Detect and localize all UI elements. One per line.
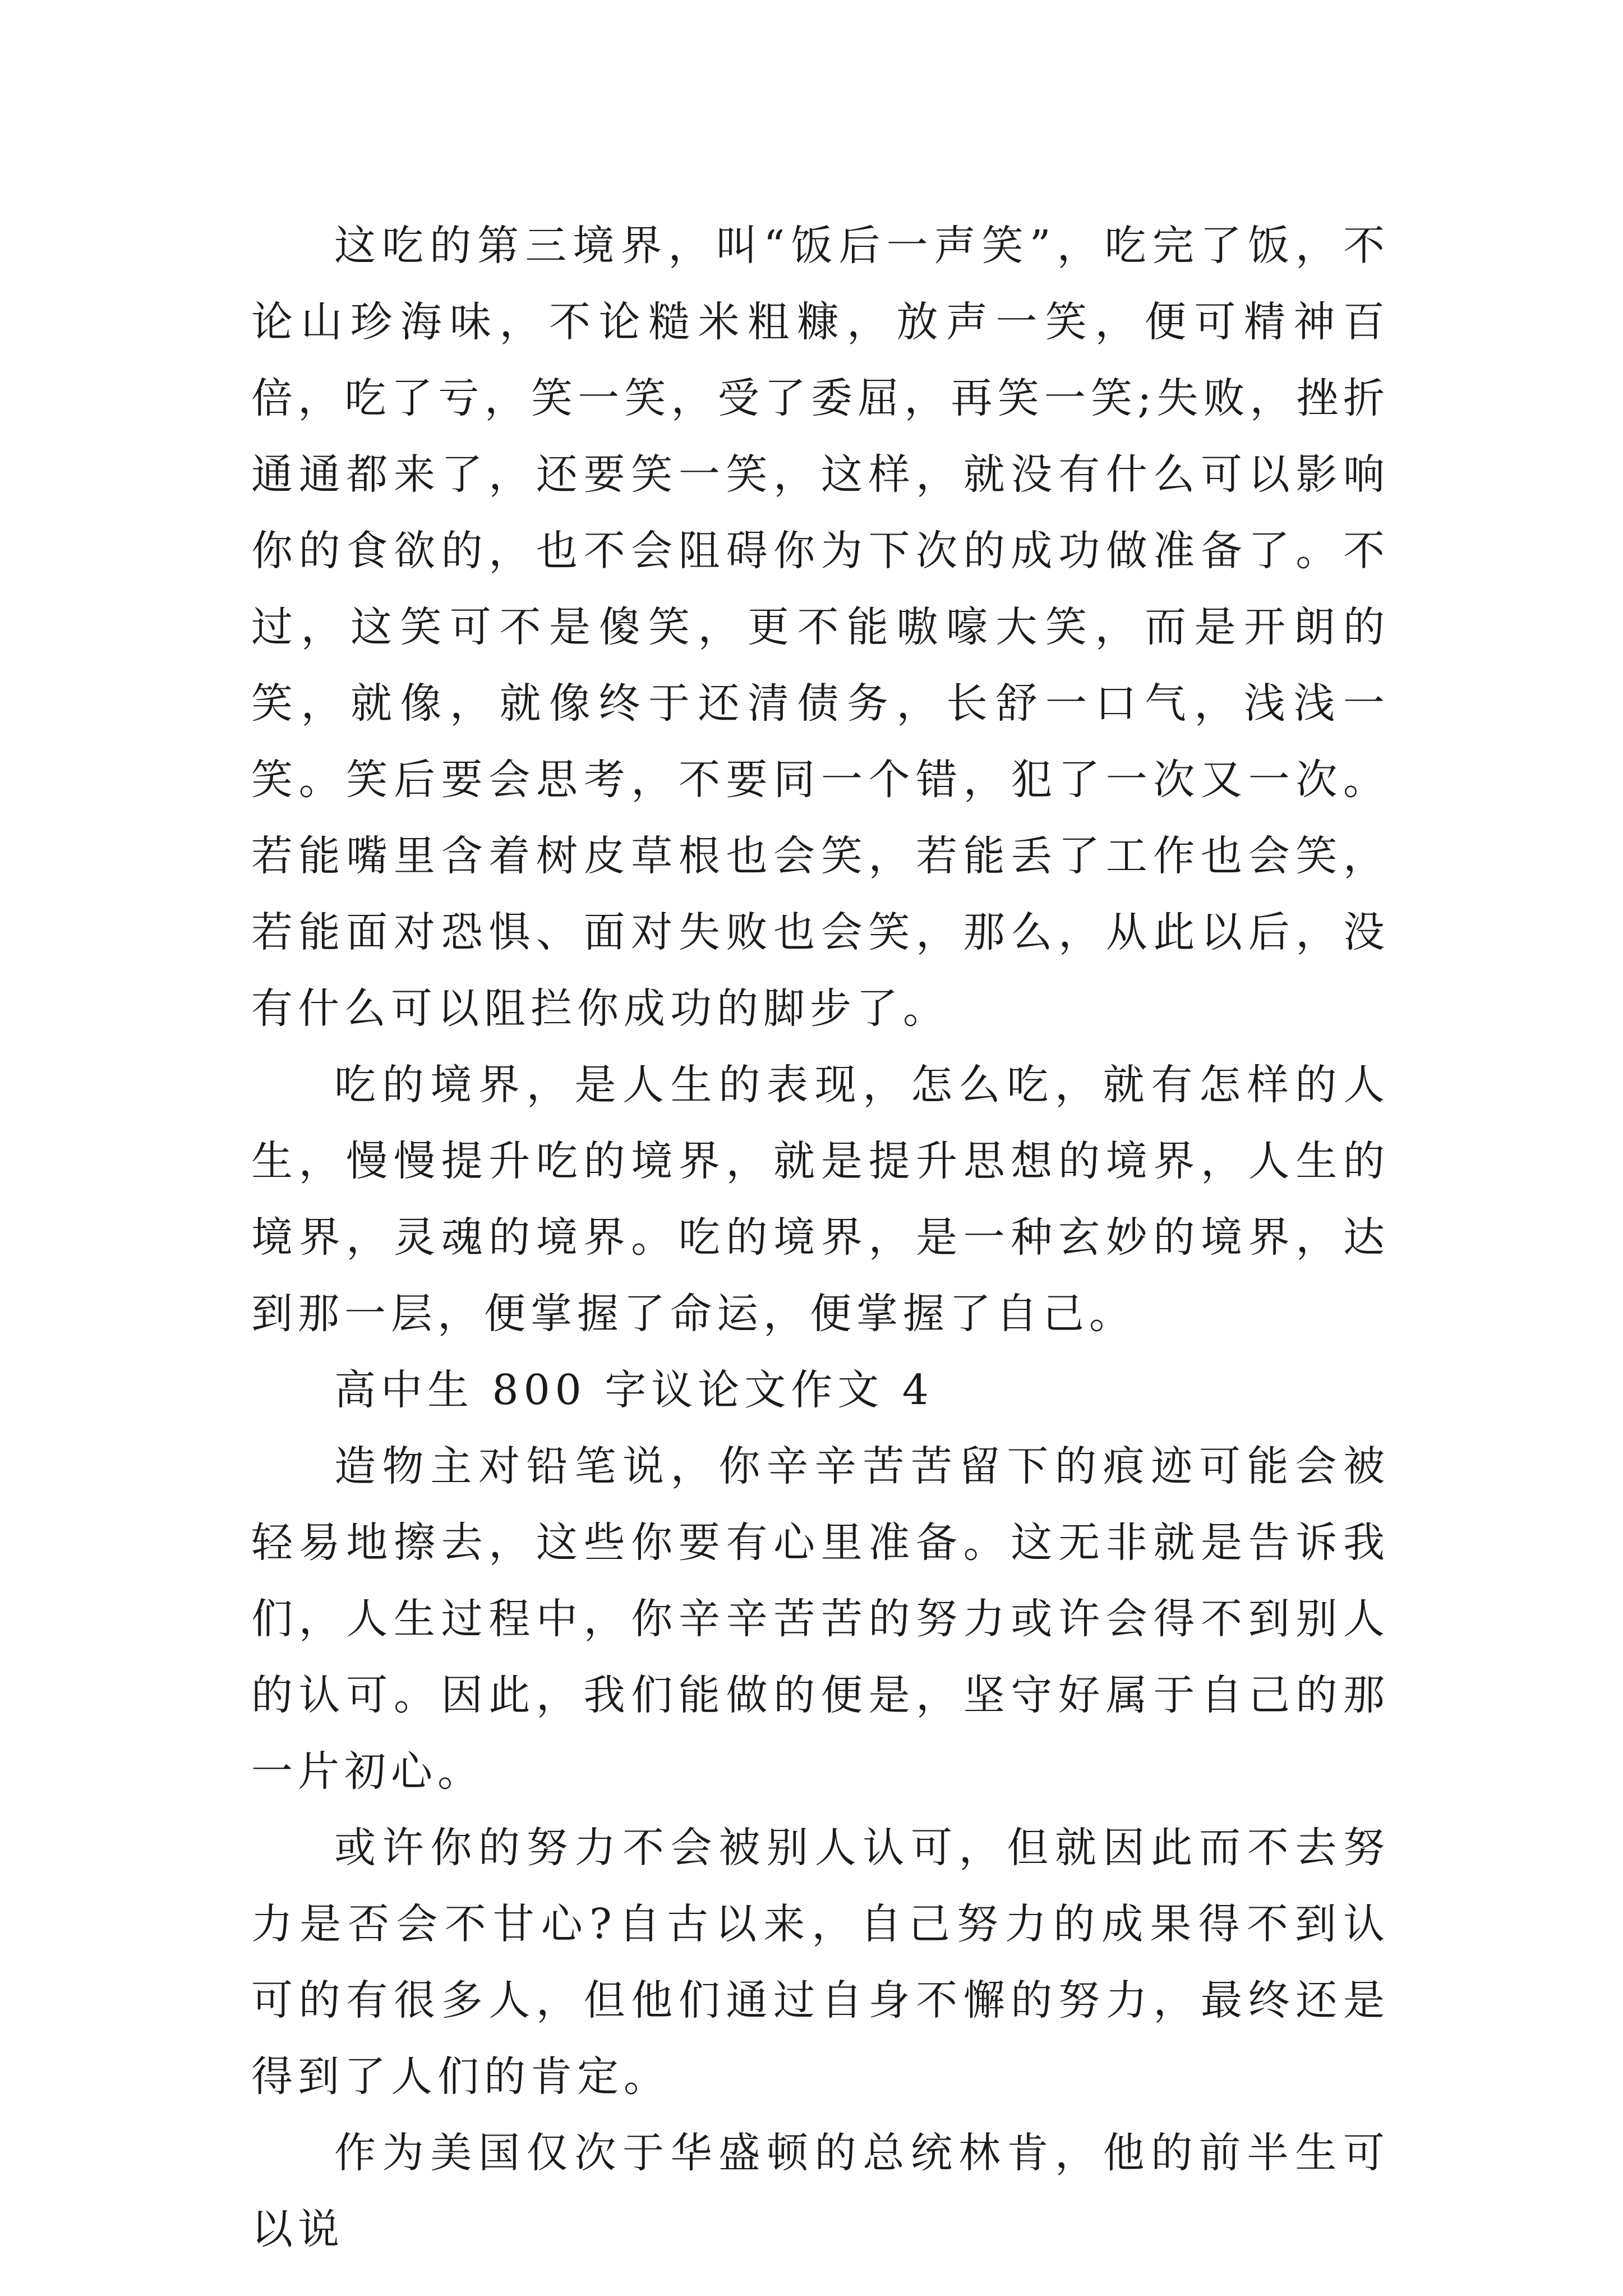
paragraph-eating-realm: 吃的境界，是人生的表现，怎么吃，就有怎样的人生，慢慢提升吃的境界，就是提升思想的境界，人生的境界，灵魂的境界。吃的境界，是一种玄妙的境界，达到那一层，便掌握了命运，便掌握了自己。 bbox=[251, 1061, 1390, 1338]
paragraph-lincoln: 作为美国仅次于华盛顿的总统林肯，他的前半生可以说 bbox=[251, 2129, 1390, 2253]
paragraph-effort: 或许你的努力不会被别人认可，但就因此而不去努力是否会不甘心?自古以来，自己努力的成果得不到认可的有很多人，但他们通过自身不懈的努力，最终还是得到了人们的肯定。 bbox=[251, 1824, 1390, 2101]
essay-body bbox=[251, 208, 1390, 2267]
paragraph-third-realm: 这吃的第三境界，叫“饭后一声笑”，吃完了饭，不论山珍海味，不论糙米粗糠，放声一笑，便可精神百倍，吃了亏，笑一笑，受了委屈，再笑一笑;失败，挫折通通都来了，还要笑一笑，这样，就没有什么可以影响你的食欲的，也不会阻碍你为下次的成功做准备了。不过，这笑可不是傻笑，更不能嗷嚎大笑，而是开朗的笑，就像，就像终于还清债务，长舒一口气，浅浅一笑。笑后要会思考，不要同一个错，犯了一次又一次。若能嘴里含着树皮草根也会笑，若能丢了工作也会笑，若能面对恐惧、面对失败也会笑，那么，从此以后，没有什么可以阻拦你成功的脚步了。 bbox=[251, 222, 1390, 1033]
paragraph-pencil: 造物主对铅笔说，你辛辛苦苦留下的痕迹可能会被轻易地擦去，这些你要有心里准备。这无非就是告诉我们，人生过程中，你辛辛苦苦的努力或许会得不到别人的认可。因此，我们能做的便是，坚守好属于自己的那一片初心。 bbox=[251, 1442, 1390, 1796]
essay-heading: 高中生 800 字议论文作文 4 bbox=[334, 1366, 934, 1414]
